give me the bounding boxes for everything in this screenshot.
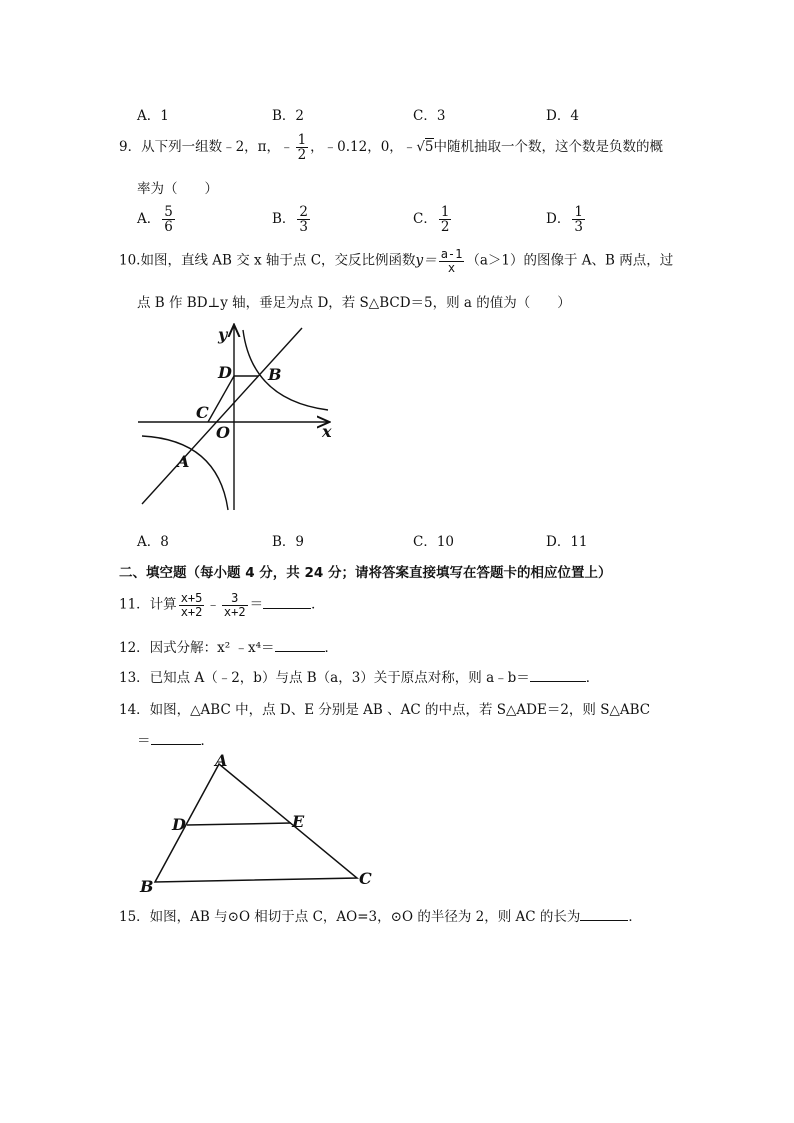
q9-option-d: D． $\frac{1}{3}$ (546, 204, 583, 236)
q9-option-a: A． $\frac{5}{6}$ (137, 204, 173, 236)
q10-option-d: D．11 (546, 534, 588, 550)
q8-option-a: A．1 (137, 108, 169, 124)
q9-prefix: 9．从下列一组数﹣2，π，﹣ (119, 139, 294, 156)
q10-suffix: 的图像于 A、B 两点，过 (523, 252, 674, 269)
label-b: B (140, 877, 154, 896)
q10-option-c: C．10 (413, 534, 455, 550)
answer-blank (263, 594, 311, 609)
q9-option-b: B． $\frac{2}{3}$ (272, 204, 309, 236)
label-o: O (216, 423, 230, 442)
segment-de (187, 823, 291, 825)
sqrt-argument: 5 (424, 139, 434, 156)
label-a: A (177, 452, 190, 471)
q10-option-b: B．9 (272, 534, 305, 550)
answer-blank (275, 637, 325, 652)
q10-coordinate-figure (130, 318, 350, 518)
q10-y-eq: y＝ (415, 252, 437, 269)
label-d: D (172, 815, 186, 834)
q10-option-a: A．8 (137, 534, 169, 550)
question-12: 12．因式分解：x² ﹣x⁴＝ ． (119, 636, 338, 656)
hyperbola-branch-2 (142, 436, 228, 510)
answer-blank (530, 667, 586, 682)
q10-prefix: 10.如图，直线 AB 交 x 轴于点 C，交反比例函数 (119, 252, 416, 269)
q8-option-d: D．4 (546, 108, 579, 124)
question-14-line-2: ＝ ． (137, 729, 214, 749)
answer-blank (580, 906, 628, 921)
q10-condition: （a＞1） (466, 252, 524, 269)
question-15: 15．如图，AB 与⊙O 相切于点 C，AO=3，⊙O 的半径为 2，则 AC 的长为 ． (119, 905, 642, 925)
answer-blank (151, 730, 201, 745)
question-14-line-1: 14．如图，△ABC 中，点 D、E 分别是 AB 、AC 的中点，若 S△ADE＝2，则 S△ABC (119, 702, 651, 718)
q10-fraction: $\frac{a-1}{x}$ (440, 247, 463, 275)
q9-middle: ，﹣0.12，0，﹣ (310, 139, 417, 156)
label-b: B (268, 365, 282, 384)
q9-suffix: 中随机抽取一个数，这个数是负数的概 (433, 139, 664, 156)
label-c: C (359, 869, 372, 888)
question-10-line-1 (119, 248, 673, 274)
label-x: x (322, 422, 332, 441)
q11-fraction-2: $\frac{3}{x+2}$ (223, 591, 246, 619)
q8-option-b: B．2 (272, 108, 305, 124)
label-c: C (196, 403, 209, 422)
question-10-line-2: 点 B 作 BD⊥y 轴，垂足为点 D，若 S△BCD＝5，则 a 的值为（ ） (137, 295, 571, 311)
segment-cd (208, 376, 234, 422)
q9-fraction: $\frac{1}{2}$ (297, 132, 307, 164)
question-13: 13．已知点 A（﹣2，b）与点 B（a，3）关于原点对称，则 a﹣b＝ ． (119, 666, 599, 686)
q8-option-c: C．3 (413, 108, 446, 124)
question-9-line-1 (119, 133, 663, 162)
label-y: y (218, 325, 228, 344)
q11-fraction-1: $\frac{x+5}{x+2}$ (180, 591, 203, 619)
label-d: D (218, 363, 232, 382)
hyperbola-branch-1 (243, 330, 328, 410)
q14-triangle-figure (135, 748, 385, 896)
question-9-line-2: 率为（ ） (137, 181, 218, 197)
q9-option-c: C． $\frac{1}{2}$ (413, 204, 450, 236)
label-a: A (215, 751, 228, 770)
question-11: 11．计算 $\frac{x+5}{x+2}$ ﹣ $\frac{3}{x+2}$ ＝ ． (119, 591, 325, 619)
sqrt-symbol: √ (416, 139, 425, 156)
label-e: E (292, 812, 305, 831)
section-2-title: 二、填空题（每小题 4 分，共 24 分；请将答案直接填写在答题卡的相应位置上） (119, 565, 612, 581)
line-ab (142, 328, 302, 504)
